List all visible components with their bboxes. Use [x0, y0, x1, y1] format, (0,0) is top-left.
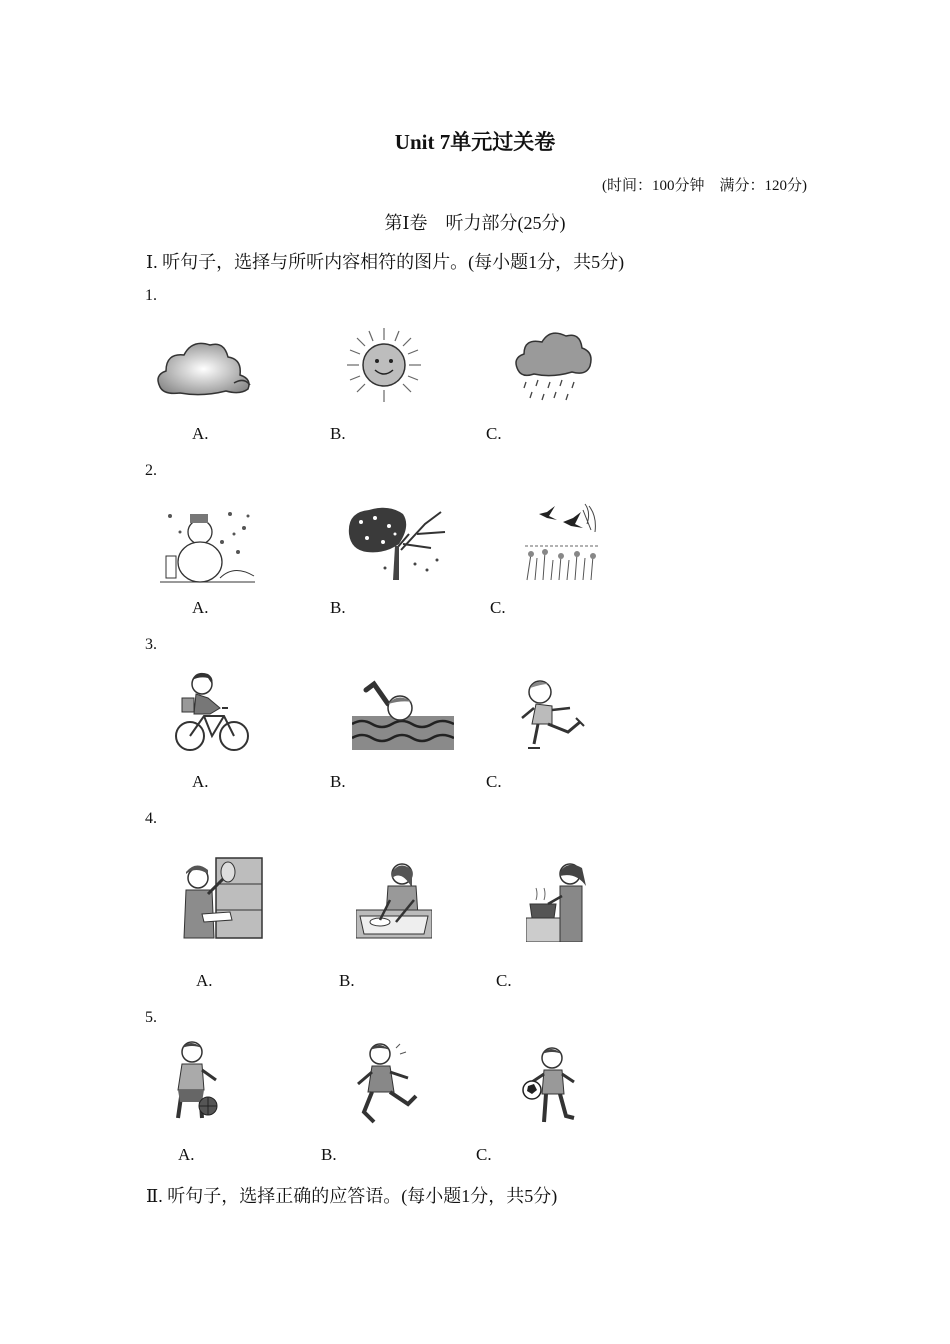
cleaning-woman-icon [182, 856, 264, 940]
option-label: C. [486, 424, 502, 443]
option-label: A. [178, 1145, 195, 1164]
spring-swallows-icon [525, 502, 600, 584]
part-heading: 第Ⅰ卷 听力部分(25分) [384, 213, 566, 233]
option-label: A. [192, 772, 209, 791]
option-label: A. [196, 971, 213, 990]
cooking-woman-icon [526, 860, 592, 942]
option-label: C. [476, 1145, 492, 1164]
autumn-tree-icon [345, 504, 449, 582]
running-boy-icon [354, 1042, 420, 1126]
dishwashing-woman-icon [356, 860, 432, 940]
page-title: Unit 7单元过关卷 [394, 130, 556, 154]
cloud-icon [152, 335, 254, 403]
section-2-instruction: Ⅱ. 听句子，选择正确的应答语。(每小题1分，共5分) [146, 1186, 558, 1206]
option-label: B. [339, 971, 355, 990]
option-label: B. [330, 772, 346, 791]
question-number: 3. [145, 636, 157, 653]
skater-icon [518, 678, 586, 754]
question-number: 1. [145, 287, 157, 304]
exam-meta: (时间：100分钟 满分：120分) [602, 178, 807, 194]
option-label: A. [192, 424, 209, 443]
basketball-boy-icon [170, 1040, 226, 1126]
option-label: B. [330, 424, 346, 443]
option-label: C. [486, 772, 502, 791]
question-number: 4. [145, 810, 157, 827]
soccer-boy-icon [520, 1046, 582, 1126]
section-1-instruction: Ⅰ. 听句子，选择与所听内容相符的图片。(每小题1分，共5分) [146, 252, 625, 272]
bike-rider-icon [174, 668, 250, 754]
option-label: C. [496, 971, 512, 990]
question-number: 2. [145, 462, 157, 479]
option-label: B. [321, 1145, 337, 1164]
option-label: A. [192, 598, 209, 617]
swimmer-icon [352, 680, 454, 750]
option-label: B. [330, 598, 346, 617]
option-label: C. [490, 598, 506, 617]
rain-icon [512, 328, 594, 404]
snowman-icon [160, 506, 255, 586]
question-number: 5. [145, 1009, 157, 1026]
sun-icon [345, 326, 423, 404]
